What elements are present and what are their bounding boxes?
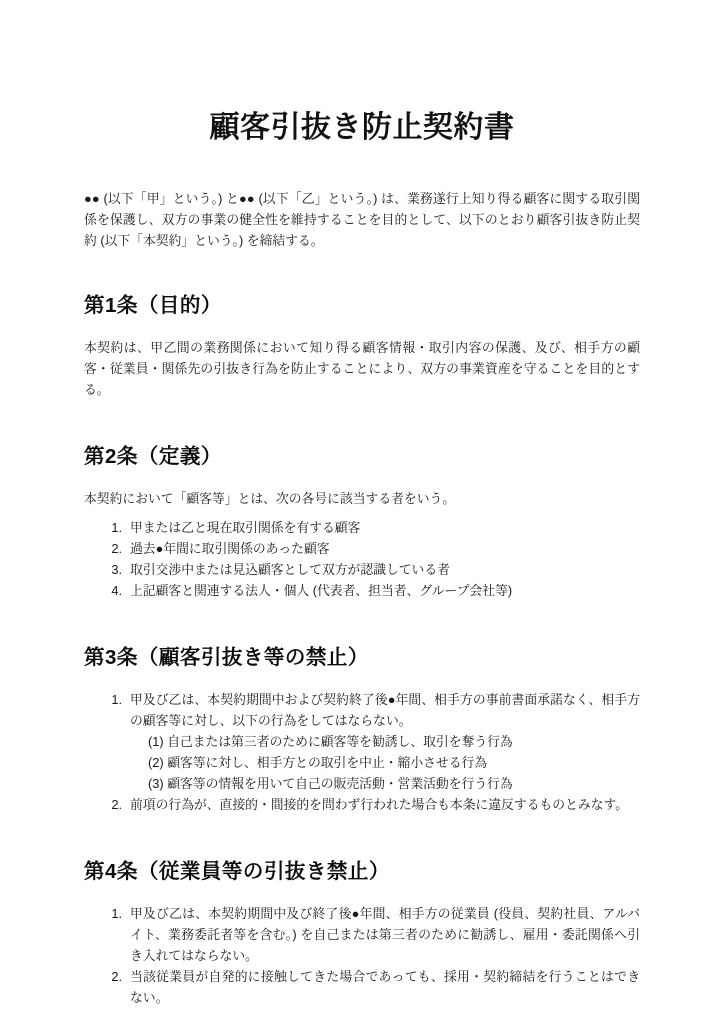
page-title: 顧客引抜き防止契約書 (209, 111, 515, 144)
list-item: 上記顧客と関連する法人・個人 (代表者、担当者、グループ会社等) (130, 583, 513, 598)
article-1-body: 本契約は、甲乙間の業務関係において知り得る顧客情報・取引内容の保護、及び、相手方の顧客・従業員・関係先の引抜き行為を防止することにより、双方の事業資産を守ることを目的とする。 (84, 340, 641, 397)
list-item: 当該従業員が自発的に接触してきた場合であっても、採用・契約締結を行うことはできない。 (130, 969, 640, 1005)
sub-list-item: (2) 顧客等に対し、相手方との取引を中止・縮小させる行為 (148, 755, 488, 770)
article-4-heading: 第4条（従業員等の引抜き禁止） (84, 860, 390, 883)
sub-list-item: (3) 顧客等の情報を用いて自己の販売活動・営業活動を行う行為 (148, 776, 513, 791)
article-2-body: 本契約において「顧客等」とは、次の各号に該当する者をいう。 (84, 491, 456, 506)
list-item: 過去●年間に取引関係のあった顧客 (130, 541, 330, 556)
list-item-text: 甲及び乙は、本契約期間中および契約終了後●年間、相手方の事前書面承諾なく、相手方の顧客等に対し、以下の行為をしてはならない。 (130, 692, 640, 728)
list-item: 甲または乙と現在取引関係を有する顧客 (130, 520, 361, 535)
article-1-heading: 第1条（目的） (84, 294, 222, 317)
list-item: 取引交渉中または見込顧客として双方が認識している者 (130, 562, 450, 577)
article-3-heading: 第3条（顧客引抜き等の禁止） (84, 646, 369, 669)
article-1 (84, 251, 640, 400)
intro-paragraph: ●● (以下「甲」という。) と●● (以下「乙」という。) は、業務遂行上知り得る顧客に関する取引関係を保護し、双方の事業の健全性を維持することを目的として、以下のとおり顧客引抜き防止契約 (以下「本契約」という。) を締結する。 (84, 191, 640, 248)
list-item: 前項の行為が、直接的・間接的を問わず行われた場合も本条に違反するものとみなす。 (130, 797, 629, 812)
list-item: 甲及び乙は、本契約期間中及び終了後●年間、相手方の従業員 (役員、契約社員、アルバイト、業務委託者等を含む。) を自己または第三者のために勧誘し、雇用・委託関係へ引き入れてはならない。 (130, 906, 640, 963)
sub-list-item: (1) 自己または第三者のために顧客等を勧誘し、取引を奪う行為 (148, 734, 513, 749)
list-item (130, 689, 640, 794)
article-3 (84, 601, 640, 815)
article-2-definition-list (84, 517, 640, 601)
article-4-list (84, 903, 640, 1008)
article-2 (84, 400, 640, 601)
article-4 (84, 815, 640, 1008)
article-2-heading: 第2条（定義） (84, 445, 222, 468)
article-3-sub-list (130, 731, 640, 794)
article-3-list (84, 689, 640, 815)
